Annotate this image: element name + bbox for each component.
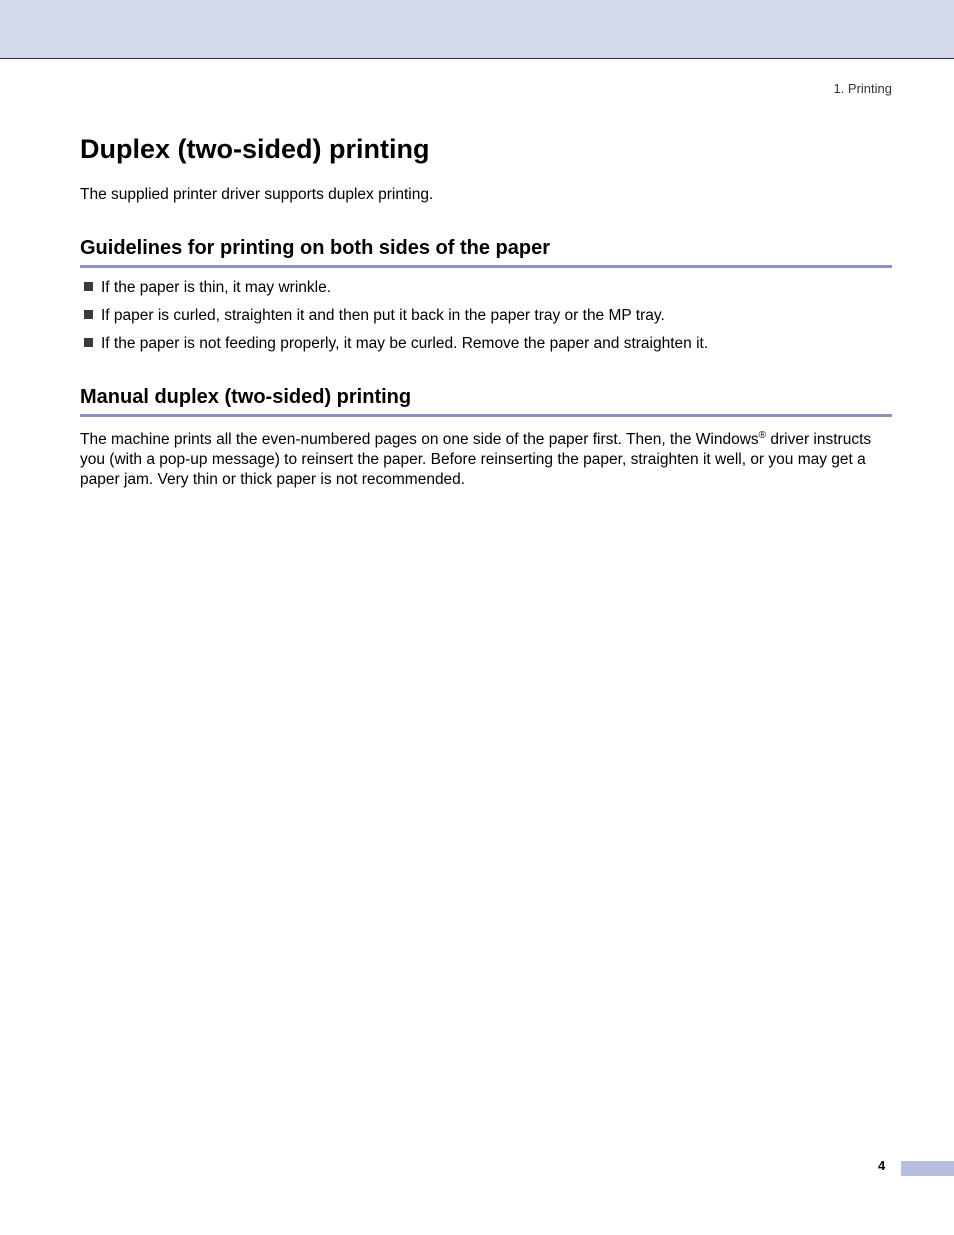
registered-mark: ® <box>758 429 767 441</box>
square-bullet-icon <box>84 282 93 291</box>
list-item <box>84 306 708 326</box>
intro-text: The supplied printer driver supports duplex printing. <box>80 186 434 203</box>
guidelines-list <box>84 278 708 362</box>
manual-duplex-paragraph <box>80 430 892 490</box>
manual-duplex-heading: Manual duplex (two-sided) printing <box>80 384 892 417</box>
list-item-text: If paper is curled, straighten it and then put it back in the paper tray or the MP tray. <box>101 307 665 324</box>
paragraph-text-end: driver instructs you (with a pop-up message) to reinsert the paper. Before reinserting the paper, straighten it well, or you may get a paper jam. Very thin or thick paper is not recommended. <box>80 431 872 488</box>
list-item-text: If the paper is thin, it may wrinkle. <box>101 279 332 296</box>
page-number: 4 <box>878 1158 886 1173</box>
list-item-text: If the paper is not feeding properly, it may be curled. Remove the paper and straighten it. <box>101 335 709 352</box>
guidelines-heading: Guidelines for printing on both sides of the paper <box>80 235 892 268</box>
page-title: Duplex (two-sided) printing <box>80 134 430 164</box>
list-item <box>84 278 708 298</box>
top-header-band <box>0 0 954 59</box>
paragraph-text-start: The machine prints all the even-numbered pages on one side of the paper first. Then, the Windows <box>80 431 759 448</box>
page-tab-marker <box>901 1161 954 1176</box>
list-item <box>84 334 708 354</box>
square-bullet-icon <box>84 310 93 319</box>
chapter-header: 1. Printing <box>833 81 892 96</box>
square-bullet-icon <box>84 338 93 347</box>
